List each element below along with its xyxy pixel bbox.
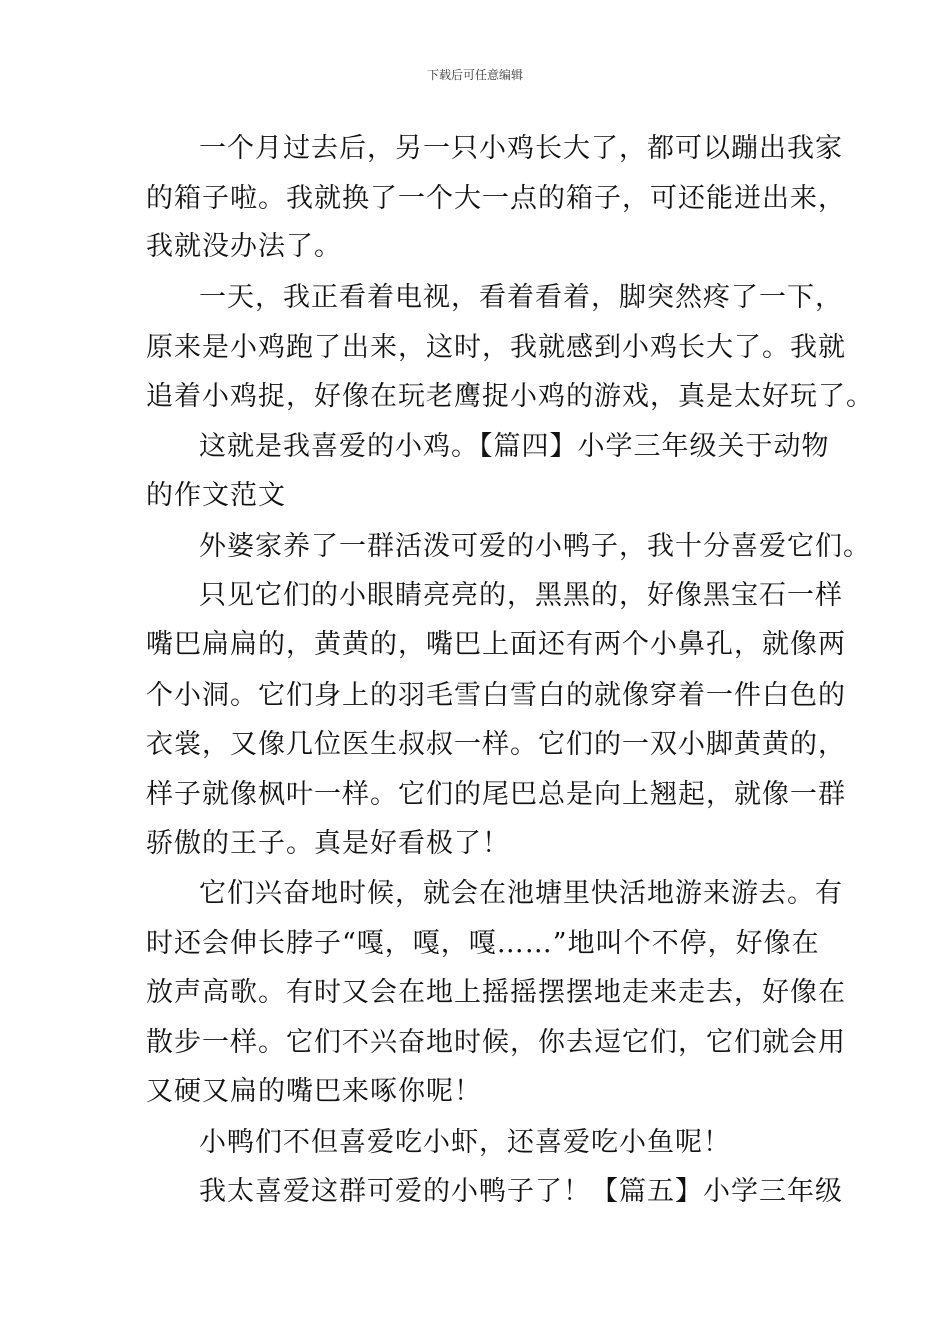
text-line: 我就没办法了。	[146, 231, 342, 262]
text-line: 原来是小鸡跑了出来，这时，我就感到小鸡长大了。我就	[146, 332, 846, 363]
text-line: 小鸭们不但喜爱吃小虾，还喜爱吃小鱼呢！	[199, 1127, 731, 1158]
text-line: 一个月过去后，另一只小鸡长大了，都可以蹦出我家	[199, 133, 843, 164]
text-line: 散步一样。它们不兴奋地时候，你去逗它们，它们就会用	[146, 1027, 846, 1058]
text-line: 个小洞。它们身上的羽毛雪白雪白的就像穿着一件白色的	[146, 680, 846, 711]
text-line: 我太喜爱这群可爱的小鸭子了！【篇五】小学三年级	[199, 1176, 843, 1207]
text-line: 外婆家养了一群活泼可爱的小鸭子，我十分喜爱它们。	[199, 531, 871, 562]
text-line: 放声高歌。有时又会在地上摇摇摆摆地走来走去，好像在	[146, 977, 846, 1008]
text-line: 的作文范文	[146, 480, 286, 511]
text-line: 它们兴奋地时候，就会在池塘里快活地游来游去。有	[199, 878, 843, 909]
text-line: 一天，我正看着电视，看着看着，脚突然疼了一下，	[199, 282, 843, 313]
text-line: 只见它们的小眼睛亮亮的，黑黑的，好像黑宝石一样	[199, 580, 843, 611]
text-line: 骄傲的王子。真是好看极了！	[146, 828, 510, 859]
text-line: 时还会伸长脖子“嘎，嘎，嘎……”地叫个不停，好像在	[146, 928, 820, 959]
text-line: 追着小鸡捉，好像在玩老鹰捉小鸡的游戏，真是太好玩了。	[146, 381, 874, 412]
text-line: 又硬又扁的嘴巴来啄你呢！	[146, 1076, 482, 1107]
text-line: 嘴巴扁扁的，黄黄的，嘴巴上面还有两个小鼻孔，就像两	[146, 629, 846, 660]
text-line: 衣裳，又像几位医生叔叔一样。它们的一双小脚黄黄的，	[146, 729, 846, 760]
text-line: 的箱子啦。我就换了一个大一点的箱子，可还能迸出来，	[146, 183, 846, 214]
text-line: 样子就像枫叶一样。它们的尾巴总是向上翘起，就像一群	[146, 779, 846, 810]
page-header: 下载后可任意编辑	[426, 68, 523, 82]
text-line: 这就是我喜爱的小鸡。【篇四】小学三年级关于动物	[199, 431, 830, 462]
